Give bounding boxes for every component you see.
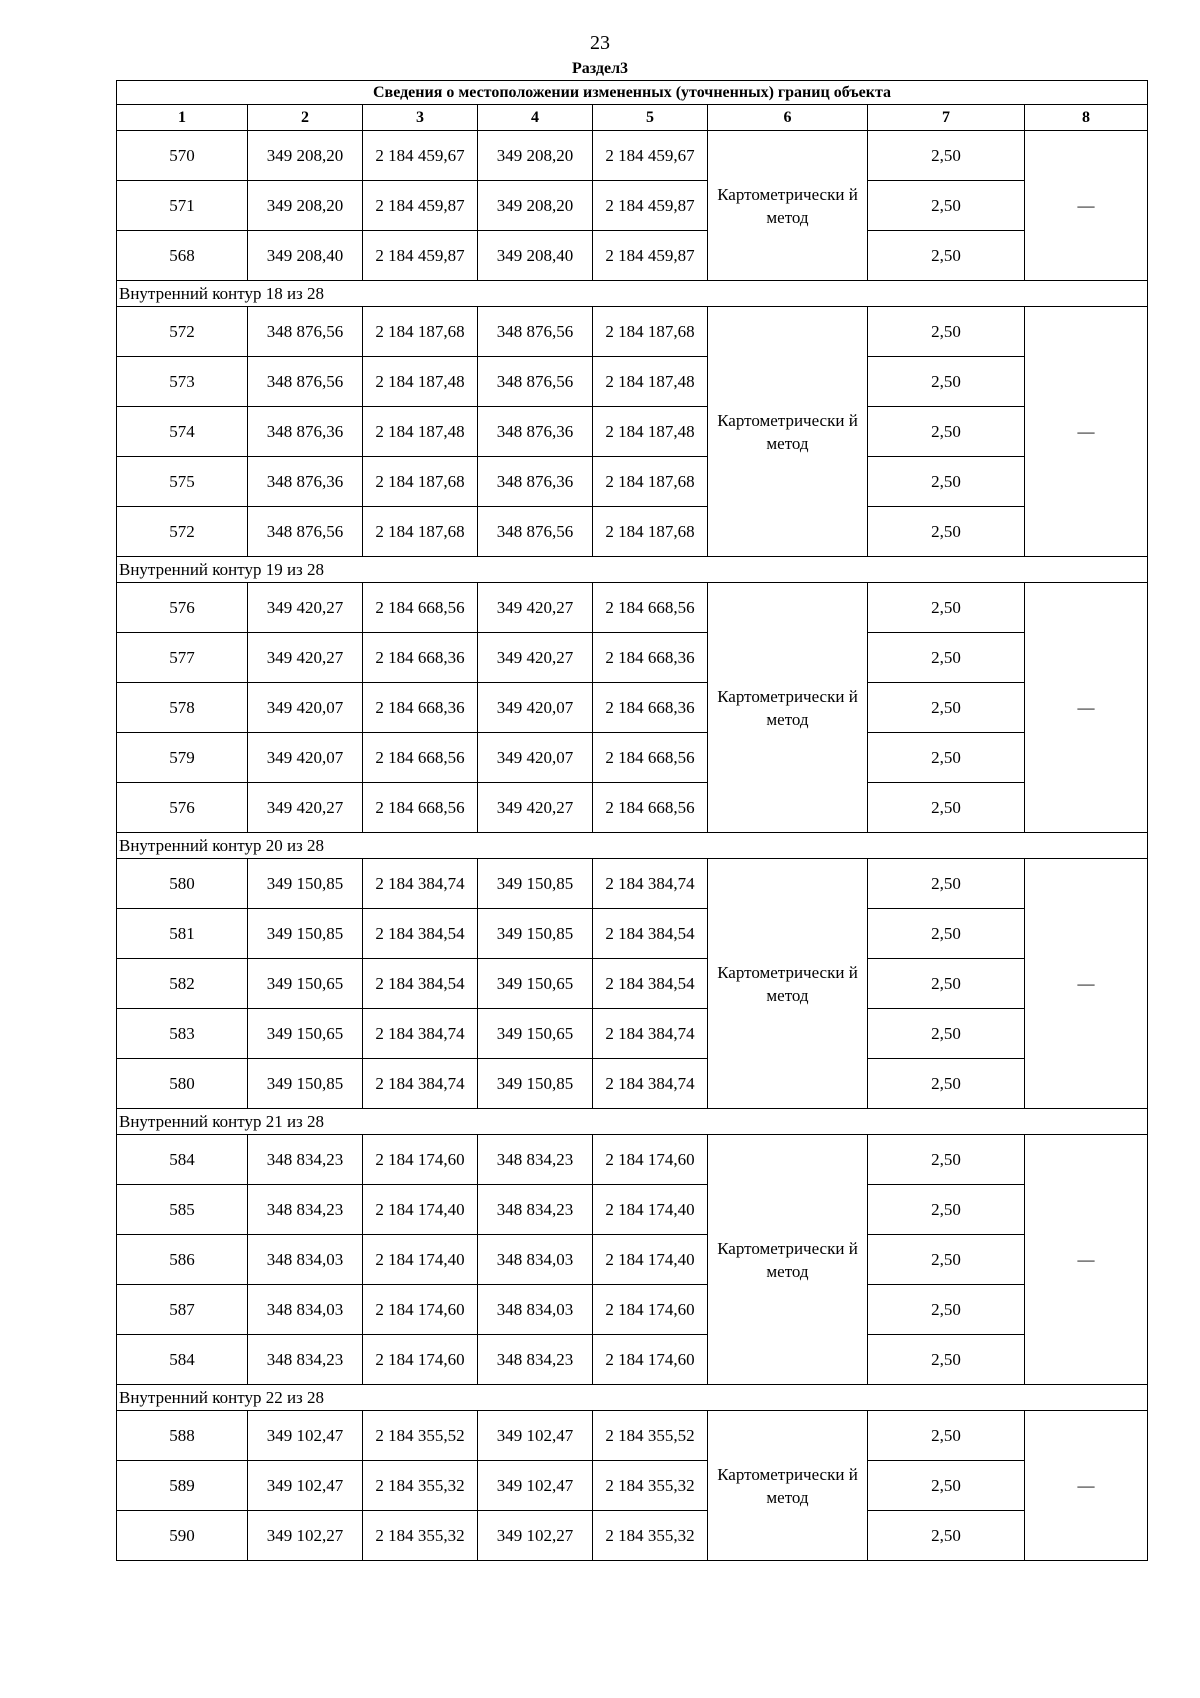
point-number: 573 bbox=[117, 357, 248, 407]
point-number: 572 bbox=[117, 507, 248, 557]
y-new: 2 184 459,67 bbox=[593, 131, 708, 181]
y-new: 2 184 384,54 bbox=[593, 959, 708, 1009]
y-old: 2 184 384,54 bbox=[363, 909, 478, 959]
page-number: 23 bbox=[590, 32, 610, 54]
x-new: 349 102,47 bbox=[478, 1411, 593, 1461]
contour-title: Внутренний контур 18 из 28 bbox=[117, 281, 1148, 307]
y-new: 2 184 384,74 bbox=[593, 1059, 708, 1109]
x-new: 349 150,85 bbox=[478, 1059, 593, 1109]
precision-value: 2,50 bbox=[868, 1235, 1025, 1285]
column-header-row bbox=[117, 105, 1148, 131]
x-new: 349 150,85 bbox=[478, 859, 593, 909]
column-header: 1 bbox=[117, 105, 248, 131]
y-new: 2 184 355,32 bbox=[593, 1461, 708, 1511]
x-old: 348 834,23 bbox=[248, 1335, 363, 1385]
y-old: 2 184 459,87 bbox=[363, 231, 478, 281]
x-old: 348 834,03 bbox=[248, 1235, 363, 1285]
y-old: 2 184 355,52 bbox=[363, 1411, 478, 1461]
column-header: 6 bbox=[708, 105, 868, 131]
table-row bbox=[117, 1511, 1148, 1561]
y-old: 2 184 384,54 bbox=[363, 959, 478, 1009]
y-new: 2 184 174,40 bbox=[593, 1185, 708, 1235]
y-old: 2 184 668,56 bbox=[363, 733, 478, 783]
table-row bbox=[117, 131, 1148, 181]
precision-value: 2,50 bbox=[868, 583, 1025, 633]
contour-title: Внутренний контур 21 из 28 bbox=[117, 1109, 1148, 1135]
y-old: 2 184 187,48 bbox=[363, 407, 478, 457]
point-number: 583 bbox=[117, 1009, 248, 1059]
x-new: 349 208,20 bbox=[478, 181, 593, 231]
precision-value: 2,50 bbox=[868, 307, 1025, 357]
precision-value: 2,50 bbox=[868, 783, 1025, 833]
y-old: 2 184 459,67 bbox=[363, 131, 478, 181]
table-row bbox=[117, 909, 1148, 959]
x-new: 348 876,56 bbox=[478, 357, 593, 407]
contour-title-row bbox=[117, 1385, 1148, 1411]
method-cell: Картометрически й метод bbox=[708, 131, 868, 281]
x-new: 349 150,85 bbox=[478, 909, 593, 959]
x-old: 349 420,07 bbox=[248, 683, 363, 733]
y-old: 2 184 459,87 bbox=[363, 181, 478, 231]
x-new: 348 834,23 bbox=[478, 1135, 593, 1185]
y-new: 2 184 174,60 bbox=[593, 1335, 708, 1385]
x-new: 349 420,27 bbox=[478, 633, 593, 683]
dash-cell: — bbox=[1025, 583, 1148, 833]
table-caption: Сведения о местоположении измененных (уточненных) границ объекта bbox=[117, 81, 1148, 105]
y-new: 2 184 174,60 bbox=[593, 1285, 708, 1335]
y-new: 2 184 459,87 bbox=[593, 231, 708, 281]
point-number: 576 bbox=[117, 583, 248, 633]
precision-value: 2,50 bbox=[868, 633, 1025, 683]
point-number: 572 bbox=[117, 307, 248, 357]
contour-title: Внутренний контур 22 из 28 bbox=[117, 1385, 1148, 1411]
table-row bbox=[117, 507, 1148, 557]
x-new: 348 876,56 bbox=[478, 307, 593, 357]
x-old: 349 420,27 bbox=[248, 583, 363, 633]
y-old: 2 184 668,36 bbox=[363, 683, 478, 733]
y-new: 2 184 355,32 bbox=[593, 1511, 708, 1561]
point-number: 581 bbox=[117, 909, 248, 959]
y-old: 2 184 174,60 bbox=[363, 1335, 478, 1385]
table-row bbox=[117, 683, 1148, 733]
table-row bbox=[117, 457, 1148, 507]
precision-value: 2,50 bbox=[868, 1285, 1025, 1335]
table-row bbox=[117, 307, 1148, 357]
table-row bbox=[117, 1285, 1148, 1335]
table-row bbox=[117, 181, 1148, 231]
x-old: 348 834,23 bbox=[248, 1135, 363, 1185]
y-new: 2 184 384,54 bbox=[593, 909, 708, 959]
precision-value: 2,50 bbox=[868, 1009, 1025, 1059]
contour-title-row bbox=[117, 557, 1148, 583]
y-new: 2 184 174,60 bbox=[593, 1135, 708, 1185]
x-old: 348 834,03 bbox=[248, 1285, 363, 1335]
table-row bbox=[117, 1235, 1148, 1285]
x-new: 349 420,07 bbox=[478, 683, 593, 733]
table-row bbox=[117, 407, 1148, 457]
x-new: 349 420,27 bbox=[478, 583, 593, 633]
x-old: 348 876,56 bbox=[248, 307, 363, 357]
precision-value: 2,50 bbox=[868, 1411, 1025, 1461]
x-old: 348 834,23 bbox=[248, 1185, 363, 1235]
x-old: 349 150,65 bbox=[248, 959, 363, 1009]
x-old: 349 102,47 bbox=[248, 1461, 363, 1511]
x-old: 349 420,27 bbox=[248, 783, 363, 833]
method-cell: Картометрически й метод bbox=[708, 859, 868, 1109]
point-number: 574 bbox=[117, 407, 248, 457]
x-new: 349 150,65 bbox=[478, 959, 593, 1009]
x-old: 348 876,56 bbox=[248, 507, 363, 557]
precision-value: 2,50 bbox=[868, 859, 1025, 909]
column-header: 7 bbox=[868, 105, 1025, 131]
x-new: 348 834,23 bbox=[478, 1185, 593, 1235]
precision-value: 2,50 bbox=[868, 407, 1025, 457]
precision-value: 2,50 bbox=[868, 457, 1025, 507]
contour-title-row bbox=[117, 833, 1148, 859]
point-number: 580 bbox=[117, 1059, 248, 1109]
method-cell: Картометрически й метод bbox=[708, 1411, 868, 1561]
y-old: 2 184 384,74 bbox=[363, 1059, 478, 1109]
y-old: 2 184 187,68 bbox=[363, 307, 478, 357]
precision-value: 2,50 bbox=[868, 507, 1025, 557]
x-old: 349 102,27 bbox=[248, 1511, 363, 1561]
precision-value: 2,50 bbox=[868, 1511, 1025, 1561]
table-row bbox=[117, 1335, 1148, 1385]
contour-title: Внутренний контур 20 из 28 bbox=[117, 833, 1148, 859]
column-header: 3 bbox=[363, 105, 478, 131]
x-new: 349 420,27 bbox=[478, 783, 593, 833]
x-old: 349 420,27 bbox=[248, 633, 363, 683]
table-row bbox=[117, 1461, 1148, 1511]
x-old: 348 876,56 bbox=[248, 357, 363, 407]
y-old: 2 184 384,74 bbox=[363, 1009, 478, 1059]
precision-value: 2,50 bbox=[868, 131, 1025, 181]
x-new: 348 876,36 bbox=[478, 457, 593, 507]
y-old: 2 184 187,68 bbox=[363, 507, 478, 557]
y-new: 2 184 384,74 bbox=[593, 1009, 708, 1059]
point-number: 586 bbox=[117, 1235, 248, 1285]
table-row bbox=[117, 583, 1148, 633]
dash-cell: — bbox=[1025, 307, 1148, 557]
method-cell: Картометрически й метод bbox=[708, 583, 868, 833]
precision-value: 2,50 bbox=[868, 1185, 1025, 1235]
table-row bbox=[117, 859, 1148, 909]
y-new: 2 184 668,56 bbox=[593, 583, 708, 633]
table-row bbox=[117, 1009, 1148, 1059]
point-number: 575 bbox=[117, 457, 248, 507]
x-old: 349 420,07 bbox=[248, 733, 363, 783]
x-old: 349 150,65 bbox=[248, 1009, 363, 1059]
method-cell: Картометрически й метод bbox=[708, 1135, 868, 1385]
x-new: 348 834,23 bbox=[478, 1335, 593, 1385]
precision-value: 2,50 bbox=[868, 683, 1025, 733]
x-new: 349 102,47 bbox=[478, 1461, 593, 1511]
y-old: 2 184 384,74 bbox=[363, 859, 478, 909]
precision-value: 2,50 bbox=[868, 1135, 1025, 1185]
point-number: 590 bbox=[117, 1511, 248, 1561]
point-number: 588 bbox=[117, 1411, 248, 1461]
y-new: 2 184 668,56 bbox=[593, 783, 708, 833]
precision-value: 2,50 bbox=[868, 959, 1025, 1009]
precision-value: 2,50 bbox=[868, 1461, 1025, 1511]
y-new: 2 184 668,36 bbox=[593, 683, 708, 733]
x-new: 349 102,27 bbox=[478, 1511, 593, 1561]
x-new: 348 834,03 bbox=[478, 1285, 593, 1335]
point-number: 576 bbox=[117, 783, 248, 833]
y-new: 2 184 459,87 bbox=[593, 181, 708, 231]
precision-value: 2,50 bbox=[868, 181, 1025, 231]
dash-cell: — bbox=[1025, 1411, 1148, 1561]
y-new: 2 184 187,68 bbox=[593, 507, 708, 557]
y-old: 2 184 174,40 bbox=[363, 1235, 478, 1285]
x-old: 349 150,85 bbox=[248, 859, 363, 909]
table-row bbox=[117, 633, 1148, 683]
y-old: 2 184 668,56 bbox=[363, 783, 478, 833]
x-new: 349 208,40 bbox=[478, 231, 593, 281]
table-row bbox=[117, 231, 1148, 281]
point-number: 571 bbox=[117, 181, 248, 231]
x-old: 349 150,85 bbox=[248, 1059, 363, 1109]
y-old: 2 184 355,32 bbox=[363, 1461, 478, 1511]
x-new: 348 876,36 bbox=[478, 407, 593, 457]
table-row bbox=[117, 357, 1148, 407]
point-number: 584 bbox=[117, 1135, 248, 1185]
y-new: 2 184 174,40 bbox=[593, 1235, 708, 1285]
x-old: 348 876,36 bbox=[248, 457, 363, 507]
x-old: 349 208,20 bbox=[248, 181, 363, 231]
y-old: 2 184 174,60 bbox=[363, 1285, 478, 1335]
point-number: 577 bbox=[117, 633, 248, 683]
y-new: 2 184 355,52 bbox=[593, 1411, 708, 1461]
precision-value: 2,50 bbox=[868, 1059, 1025, 1109]
x-old: 349 208,20 bbox=[248, 131, 363, 181]
precision-value: 2,50 bbox=[868, 1335, 1025, 1385]
x-new: 348 876,56 bbox=[478, 507, 593, 557]
table-row bbox=[117, 733, 1148, 783]
contour-title-row bbox=[117, 1109, 1148, 1135]
contour-title-row bbox=[117, 281, 1148, 307]
point-number: 580 bbox=[117, 859, 248, 909]
point-number: 568 bbox=[117, 231, 248, 281]
point-number: 570 bbox=[117, 131, 248, 181]
x-old: 349 102,47 bbox=[248, 1411, 363, 1461]
y-old: 2 184 187,48 bbox=[363, 357, 478, 407]
table-row bbox=[117, 959, 1148, 1009]
y-old: 2 184 355,32 bbox=[363, 1511, 478, 1561]
table-row bbox=[117, 1411, 1148, 1461]
boundary-table bbox=[116, 80, 1148, 1561]
y-new: 2 184 668,36 bbox=[593, 633, 708, 683]
point-number: 589 bbox=[117, 1461, 248, 1511]
dash-cell: — bbox=[1025, 859, 1148, 1109]
contour-title: Внутренний контур 19 из 28 bbox=[117, 557, 1148, 583]
column-header: 2 bbox=[248, 105, 363, 131]
point-number: 582 bbox=[117, 959, 248, 1009]
dash-cell: — bbox=[1025, 131, 1148, 281]
precision-value: 2,50 bbox=[868, 909, 1025, 959]
point-number: 584 bbox=[117, 1335, 248, 1385]
x-new: 349 150,65 bbox=[478, 1009, 593, 1059]
x-old: 349 208,40 bbox=[248, 231, 363, 281]
column-header: 4 bbox=[478, 105, 593, 131]
y-old: 2 184 174,60 bbox=[363, 1135, 478, 1185]
table-row bbox=[117, 1059, 1148, 1109]
y-old: 2 184 668,56 bbox=[363, 583, 478, 633]
table-row bbox=[117, 1185, 1148, 1235]
y-new: 2 184 187,68 bbox=[593, 457, 708, 507]
x-old: 348 876,36 bbox=[248, 407, 363, 457]
column-header: 5 bbox=[593, 105, 708, 131]
point-number: 578 bbox=[117, 683, 248, 733]
column-header: 8 bbox=[1025, 105, 1148, 131]
point-number: 585 bbox=[117, 1185, 248, 1235]
y-new: 2 184 187,68 bbox=[593, 307, 708, 357]
table-row bbox=[117, 783, 1148, 833]
section-title: Раздел3 bbox=[571, 60, 629, 77]
x-new: 349 208,20 bbox=[478, 131, 593, 181]
method-cell: Картометрически й метод bbox=[708, 307, 868, 557]
dash-cell: — bbox=[1025, 1135, 1148, 1385]
y-new: 2 184 668,56 bbox=[593, 733, 708, 783]
y-old: 2 184 668,36 bbox=[363, 633, 478, 683]
x-old: 349 150,85 bbox=[248, 909, 363, 959]
precision-value: 2,50 bbox=[868, 357, 1025, 407]
precision-value: 2,50 bbox=[868, 733, 1025, 783]
y-new: 2 184 187,48 bbox=[593, 357, 708, 407]
y-new: 2 184 187,48 bbox=[593, 407, 708, 457]
table-row bbox=[117, 1135, 1148, 1185]
y-old: 2 184 174,40 bbox=[363, 1185, 478, 1235]
x-new: 348 834,03 bbox=[478, 1235, 593, 1285]
precision-value: 2,50 bbox=[868, 231, 1025, 281]
y-new: 2 184 384,74 bbox=[593, 859, 708, 909]
point-number: 587 bbox=[117, 1285, 248, 1335]
x-new: 349 420,07 bbox=[478, 733, 593, 783]
y-old: 2 184 187,68 bbox=[363, 457, 478, 507]
point-number: 579 bbox=[117, 733, 248, 783]
